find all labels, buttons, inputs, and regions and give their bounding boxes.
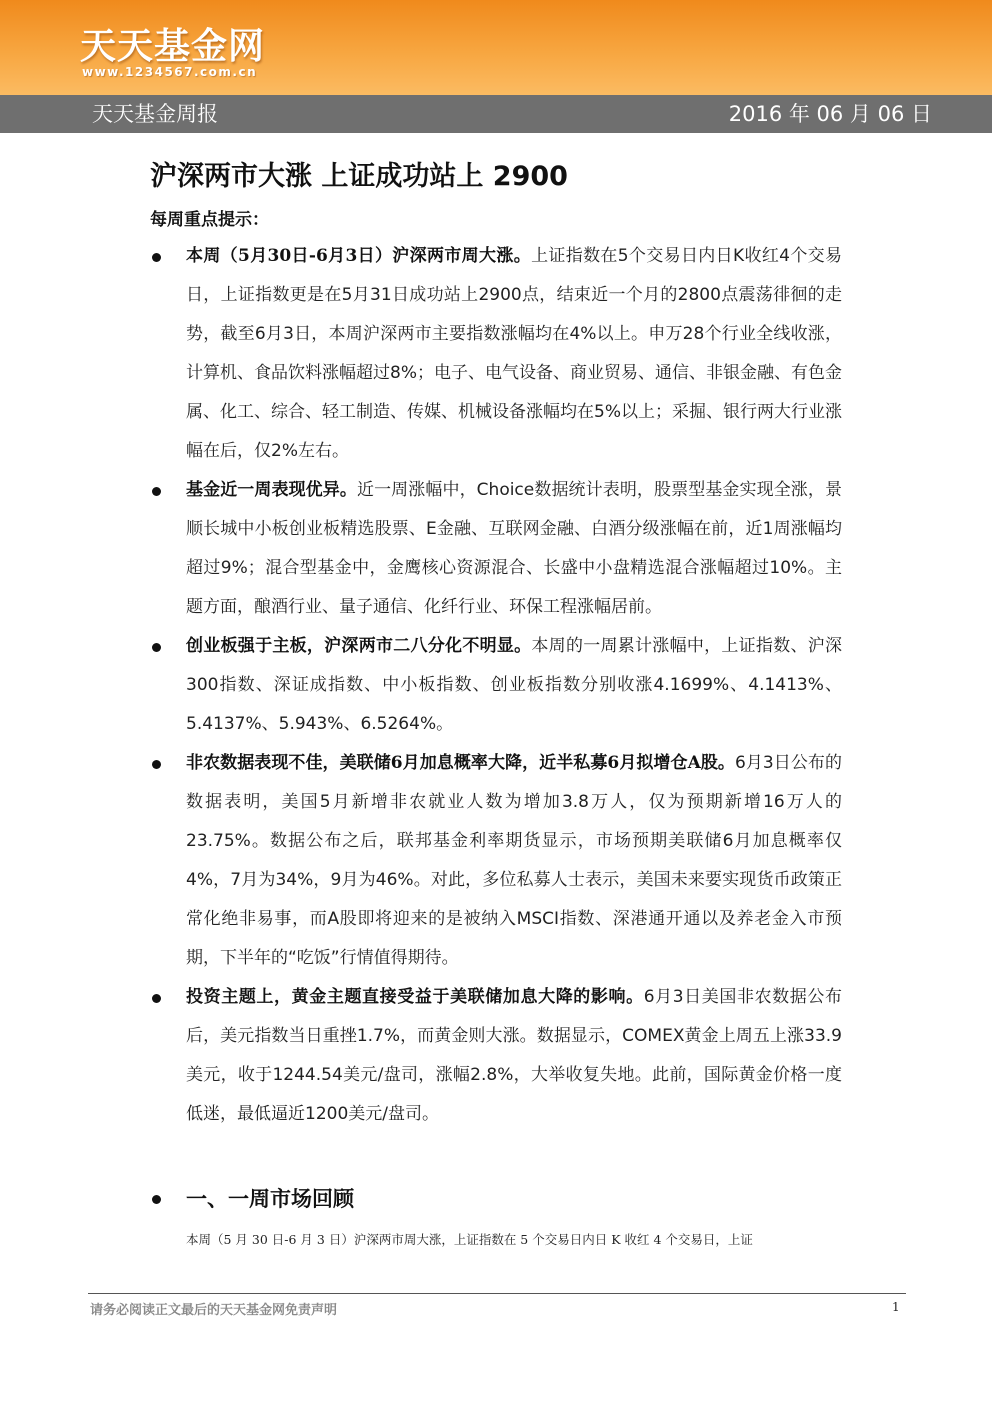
bullet-text: 6月3日美国非农数据公布后，美元指数当日重挫1.7%，而黄金则大涨。数据显示，COMEX黄金上周五上涨33.9美元，收于1244.54美元/盘司，涨幅2.8%，大举收复失地。此前，国际黄金价格一度低迷，最低逼近1200美元/盘司。 bbox=[186, 987, 842, 1124]
section-title: 一、一周市场回顾 bbox=[186, 1187, 354, 1211]
bullet-lead: 非农数据表现不佳，美联储6月加息概率大降，近半私募6月拟增仓A股。 bbox=[186, 753, 735, 773]
bullet-dot-icon bbox=[152, 487, 161, 496]
site-url: www.1234567.com.cn bbox=[82, 65, 258, 79]
report-bar bbox=[0, 95, 992, 133]
bullet-lead: 本周（5月30日-6月3日）沪深两市周大涨。 bbox=[186, 246, 532, 266]
list-item bbox=[150, 627, 842, 744]
bullet-dot-icon bbox=[152, 643, 161, 652]
list-item bbox=[150, 978, 842, 1134]
highlights-list bbox=[150, 237, 842, 1134]
page-number: 1 bbox=[892, 1300, 900, 1314]
bullet-dot-icon bbox=[152, 253, 161, 262]
bullet-text: 近一周涨幅中，Choice数据统计表明，股票型基金实现全涨，景顺长城中小板创业板精选股票、E金融、互联网金融、白酒分级涨幅在前，近1周涨幅均超过9%；混合型基金中，金鹰核心资源混合、长盛中小盘精选混合涨幅超过10%。主题方面，酿酒行业、量子通信、化纤行业、环保工程涨幅居前。 bbox=[186, 480, 843, 617]
bullet-text: 本周的一周累计涨幅中，上证指数、沪深300指数、深证成指数、中小板指数、创业板指数分别收涨4.1699%、4.1413%、5.4137%、5.943%、6.5264%。 bbox=[186, 636, 843, 734]
weekly-highlights-heading: 每周重点提示： bbox=[150, 210, 269, 230]
report-title: 天天基金周报 bbox=[92, 102, 218, 126]
list-item bbox=[150, 471, 842, 627]
list-item bbox=[150, 237, 842, 471]
bullet-lead: 基金近一周表现优异。 bbox=[186, 480, 357, 500]
section-body: 本周（5 月 30 日-6 月 3 日）沪深两市周大涨，上证指数在 5 个交易日内日 K 收红 4 个交易日，上证 bbox=[186, 1232, 753, 1247]
report-date: 2016 年 06 月 06 日 bbox=[728, 102, 932, 126]
site-logo[interactable]: 天天基金网 bbox=[80, 25, 266, 67]
bullet-text: 6月3日公布的数据表明，美国5月新增非农就业人数为增加3.8万人，仅为预期新增16万人的23.75%。数据公布之后，联邦基金利率期货显示，市场预期美联储6月加息概率仅4%，7月为34%，9月为46%。对此，多位私募人士表示，美国未来要实现货币政策正常化绝非易事，而A股即将迎来的是被纳入MSCI指数、深港通开通以及养老金入市预期，下半年的“吃饭”行情值得期待。 bbox=[186, 753, 842, 968]
bullet-lead: 投资主题上，黄金主题直接受益于美联储加息大降的影响。 bbox=[186, 987, 644, 1007]
bullet-dot-icon bbox=[152, 760, 161, 769]
list-item bbox=[150, 744, 842, 978]
bullet-dot-icon bbox=[152, 1195, 161, 1204]
bullet-lead: 创业板强于主板，沪深两市二八分化不明显。 bbox=[186, 636, 532, 656]
header-banner bbox=[0, 0, 992, 95]
footer-divider bbox=[88, 1293, 906, 1294]
section-heading bbox=[150, 1182, 354, 1216]
disclaimer-note: 请务必阅读正文最后的天天基金网免责声明 bbox=[90, 1303, 338, 1318]
article-title: 沪深两市大涨 上证成功站上 2900 bbox=[150, 161, 568, 192]
bullet-text: 上证指数在5个交易日内日K收红4个交易日，上证指数更是在5月31日成功站上2900点，结束近一个月的2800点震荡徘徊的走势，截至6月3日，本周沪深两市主要指数涨幅均在4%以上。申万28个行业全线收涨，计算机、食品饮料涨幅超过8%；电子、电气设备、商业贸易、通信、非银金融、有色金属、化工、综合、轻工制造、传媒、机械设备涨幅均在5%以上；采掘、银行两大行业涨幅在后，仅2%左右。 bbox=[186, 246, 843, 461]
bullet-dot-icon bbox=[152, 994, 161, 1003]
